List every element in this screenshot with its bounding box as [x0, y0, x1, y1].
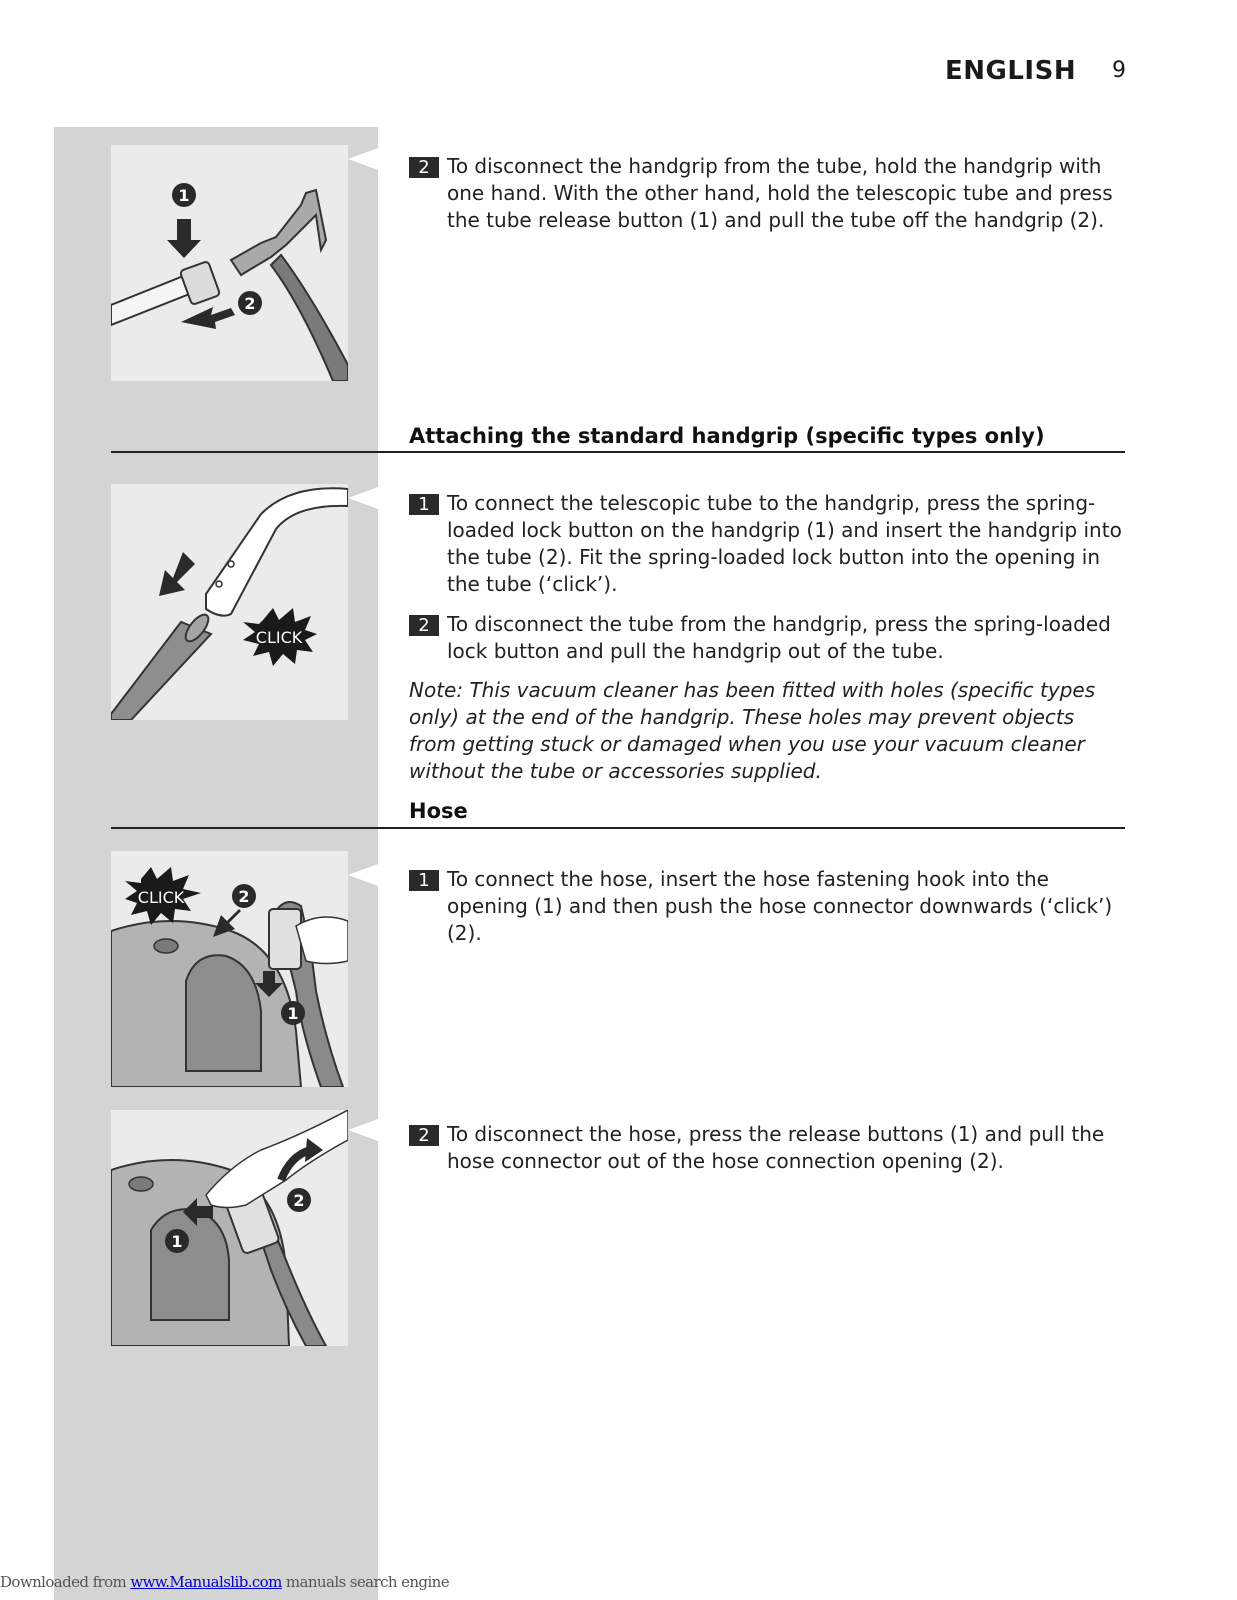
step-text: To disconnect the handgrip from the tube, hold the handgrip with one hand. With the other hand, hold the telescopic tube and press the tube release button (1) and pull the tube off the handgrip (2). — [447, 154, 1113, 232]
step-item — [409, 153, 1127, 234]
manualslib-link[interactable]: www.Manualslib.com — [130, 1573, 282, 1591]
step-number: 1 — [409, 870, 439, 891]
callout-2: 2 — [293, 1191, 305, 1210]
figure-hose-disconnect — [111, 1110, 348, 1346]
figure-handgrip-disconnect — [111, 145, 348, 381]
hose-connect-illustration — [111, 851, 348, 1087]
step-item — [409, 1121, 1127, 1175]
section-title-handgrip: Attaching the standard handgrip (specific types only) — [409, 424, 1045, 448]
figure-pointer — [348, 487, 378, 509]
step-number: 2 — [409, 157, 439, 178]
note-text: Note: This vacuum cleaner has been fitted with holes (specific types only) at the end of the handgrip. These holes may prevent objects from getting stuck or damaged when you use your vacuum cleaner without the tube or accessories supplied. — [409, 678, 1096, 783]
download-footer — [0, 1573, 449, 1591]
callout-2: 2 — [238, 887, 250, 906]
step-text: To connect the telescopic tube to the handgrip, press the spring-loaded lock button on the handgrip (1) and insert the handgrip into the tube (2). Fit the spring-loaded lock button into the opening in the tube (‘click’). — [447, 491, 1122, 596]
step-item — [409, 490, 1127, 598]
click-label: CLICK — [255, 628, 303, 647]
callout-1: 1 — [171, 1232, 183, 1251]
page-number: 9 — [1112, 58, 1126, 83]
header-language: ENGLISH — [945, 56, 1077, 86]
footer-prefix: Downloaded from — [0, 1573, 131, 1591]
tube-handgrip-illustration — [111, 484, 348, 720]
step-item — [409, 866, 1127, 947]
step-text: To connect the hose, insert the hose fastening hook into the opening (1) and then push the hose connector downwards (‘click’) (2). — [447, 867, 1113, 945]
step-number: 1 — [409, 494, 439, 515]
section-title-hose: Hose — [409, 799, 468, 823]
figure-pointer — [348, 148, 378, 170]
step-item — [409, 611, 1127, 665]
step-text: To disconnect the hose, press the release buttons (1) and pull the hose connector out of the hose connection opening (2). — [447, 1122, 1105, 1173]
footer-suffix: manuals search engine — [281, 1573, 449, 1591]
step-number: 2 — [409, 615, 439, 636]
callout-1: 1 — [178, 186, 190, 205]
figure-hose-connect — [111, 851, 348, 1087]
callout-2: 2 — [244, 294, 256, 313]
callout-1: 1 — [287, 1004, 299, 1023]
figure-pointer — [348, 864, 378, 886]
step-number: 2 — [409, 1125, 439, 1146]
figure-pointer — [348, 1119, 378, 1141]
section-divider — [111, 827, 1125, 829]
handgrip-tube-illustration — [111, 145, 348, 381]
click-label: CLICK — [137, 888, 185, 907]
section-divider — [111, 451, 1125, 453]
step-text: To disconnect the tube from the handgrip, press the spring-loaded lock button and pull the handgrip out of the tube. — [447, 612, 1111, 663]
figure-handgrip-attach — [111, 484, 348, 720]
hose-disconnect-illustration — [111, 1110, 348, 1346]
